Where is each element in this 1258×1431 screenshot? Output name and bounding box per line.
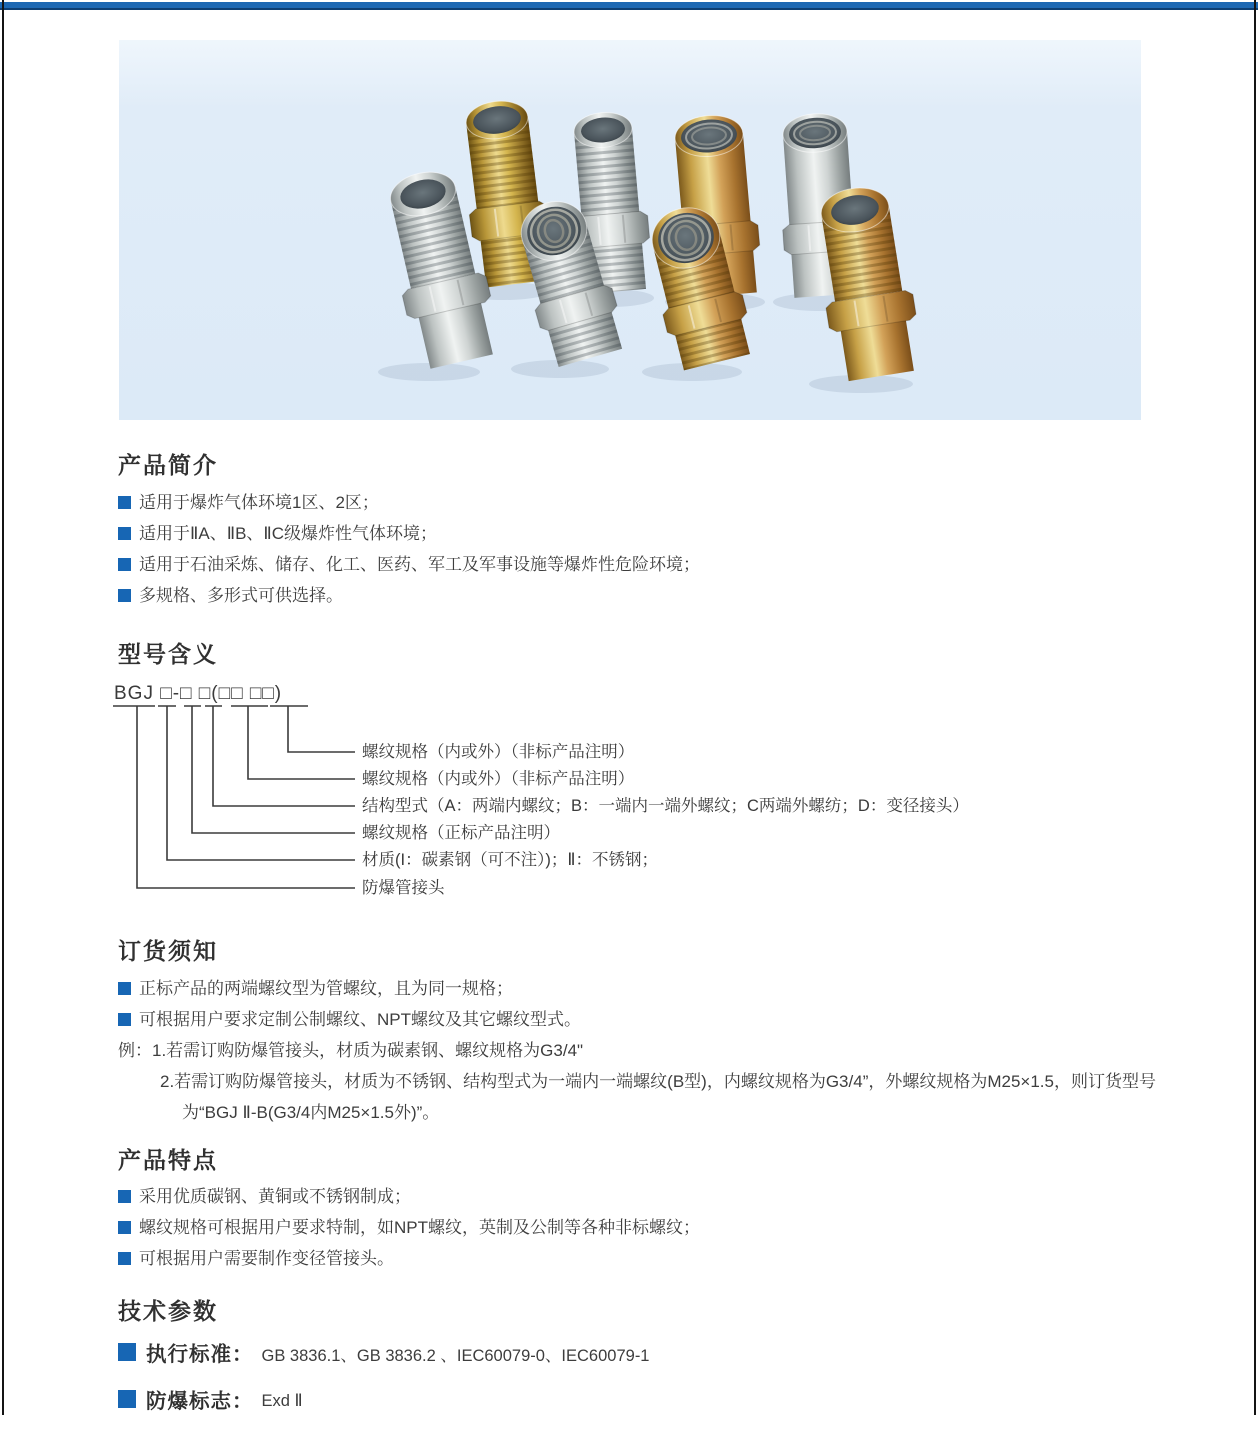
- order-item-text: 正标产品的两端螺纹型为管螺纹，且为同一规格；: [139, 979, 513, 998]
- intro-item-text: 适用于ⅡA、ⅡB、ⅡC级爆炸性气体环境；: [139, 524, 438, 543]
- intro-item: [118, 493, 1178, 513]
- bullet-square-icon: [118, 1252, 131, 1265]
- tech-row-standards: [118, 1337, 1178, 1367]
- intro-item: [118, 586, 1178, 606]
- section-model: [118, 641, 1178, 667]
- tech-row-value: Exd Ⅱ: [261, 1391, 303, 1410]
- order-item: [118, 1010, 1178, 1030]
- bullet-square-icon: [118, 496, 131, 509]
- model-label-thread-spec-1: 螺纹规格（内或外）（非标产品注明）: [362, 770, 635, 788]
- tech-row-label: 防爆标志：: [146, 1390, 254, 1413]
- section-tech: [118, 1298, 1178, 1431]
- model-code-text: BGJ □-□ □(□□ □□): [114, 683, 283, 704]
- section-intro: [118, 452, 1178, 617]
- model-label-structure-type: 结构型式（A：两端内螺纹；B：一端内一端外螺纹；C两端外螺纺；D：变径接头）: [362, 797, 969, 815]
- section-features-title: 产品特点: [118, 1147, 218, 1173]
- bullet-square-icon: [118, 982, 131, 995]
- section-tech-title: 技术参数: [118, 1298, 218, 1324]
- section-features: [118, 1147, 1178, 1280]
- model-label-product-name: 防爆管接头: [362, 879, 445, 897]
- tech-row-exmark: [118, 1384, 1178, 1414]
- bullet-square-icon: [118, 527, 131, 540]
- bullet-square-icon: [118, 1190, 131, 1203]
- section-order: [118, 938, 1178, 1134]
- section-model-title: 型号含义: [118, 641, 218, 667]
- feature-item: [118, 1187, 1178, 1207]
- tech-row-value: GB 3836.1、GB 3836.2 、IEC60079-0、IEC60079-1: [261, 1346, 650, 1365]
- tech-row-label: 执行标准：: [146, 1343, 254, 1366]
- section-order-title: 订货须知: [118, 938, 218, 964]
- intro-item: [118, 555, 1178, 575]
- section-intro-title: 产品简介: [118, 452, 218, 478]
- feature-item-text: 采用优质碳钢、黄铜或不锈钢制成；: [139, 1187, 411, 1206]
- page-left-border: [2, 0, 4, 1415]
- feature-item: [118, 1218, 1178, 1238]
- order-example-line: 2.若需订购防爆管接头，材质为不锈钢、结构型式为一端内一端螺纹(B型)，内螺纹规格为G3/4”，外螺纹规格为M25×1.5，则订货型号: [160, 1072, 1156, 1091]
- order-example-line: 为“BGJ Ⅱ-B(G3/4内M25×1.5外)”。: [182, 1103, 440, 1122]
- model-label-thread-spec-2: 螺纹规格（内或外）（非标产品注明）: [362, 743, 635, 761]
- product-photo: [119, 40, 1141, 420]
- feature-item: [118, 1249, 1178, 1269]
- intro-item-text: 多规格、多形式可供选择。: [139, 586, 343, 605]
- feature-item-text: 螺纹规格可根据用户要求特制，如NPT螺纹，英制及公制等各种非标螺纹；: [139, 1218, 700, 1237]
- bullet-square-icon: [118, 1343, 136, 1361]
- bullet-square-icon: [118, 1221, 131, 1234]
- feature-item-text: 可根据用户需要制作变径管接头。: [139, 1249, 394, 1268]
- bullet-square-icon: [118, 589, 131, 602]
- model-label-material: 材质(I：碳素钢（可不注）)；Ⅱ：不锈钢；: [362, 851, 658, 869]
- bullet-square-icon: [118, 558, 131, 571]
- order-item: [118, 979, 1178, 999]
- order-example-line: 例：1.若需订购防爆管接头，材质为碳素钢、螺纹规格为G3/4": [118, 1041, 584, 1060]
- model-label-standard-thread: 螺纹规格（正标产品注明）: [362, 824, 560, 842]
- bullet-square-icon: [118, 1013, 131, 1026]
- model-meaning-diagram: [110, 683, 1190, 908]
- order-item-text: 可根据用户要求定制公制螺纹、NPT螺纹及其它螺纹型式。: [139, 1010, 581, 1029]
- top-accent-bar: [0, 2, 1258, 10]
- intro-item-text: 适用于爆炸气体环境1区、2区；: [139, 493, 379, 512]
- intro-item-text: 适用于石油采炼、储存、化工、医药、军工及军事设施等爆炸性危险环境；: [139, 555, 700, 574]
- pipe-fittings-illustration: [119, 40, 1141, 420]
- bullet-square-icon: [118, 1390, 136, 1408]
- intro-item: [118, 524, 1178, 544]
- page-right-border: [1254, 0, 1256, 1415]
